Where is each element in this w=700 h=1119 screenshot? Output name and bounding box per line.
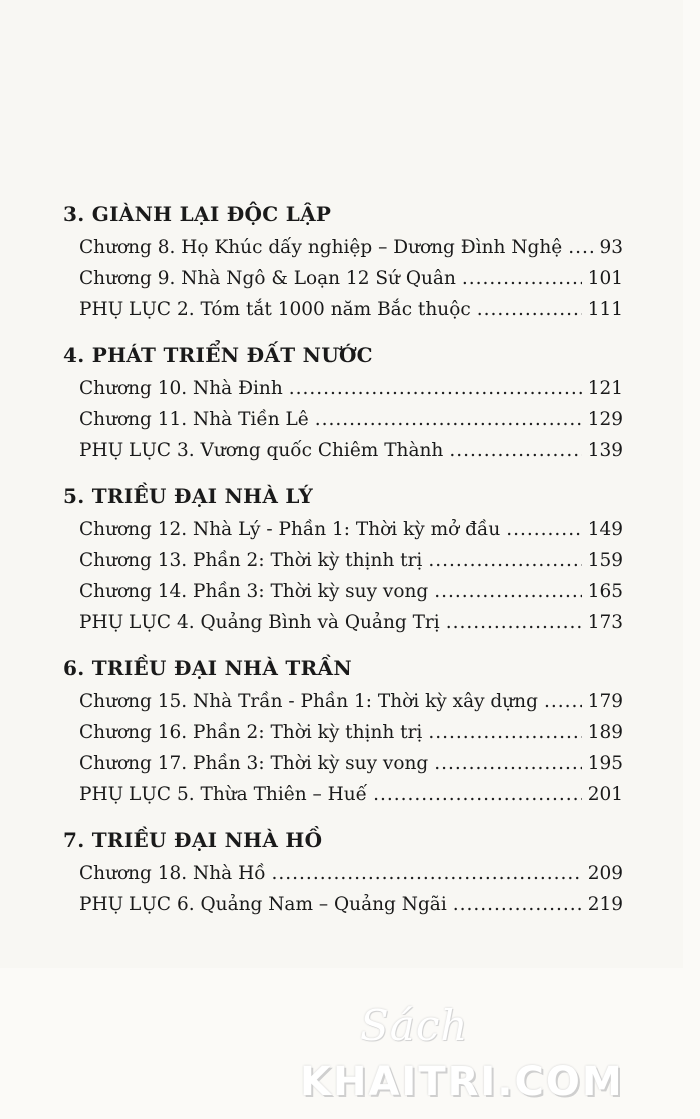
toc-entry [63, 404, 623, 435]
entry-page-number: 121 [587, 378, 623, 399]
entry-page-number: 139 [587, 440, 623, 461]
section-title: 4. PHÁT TRIỂN ĐẤT NƯỚC [63, 343, 373, 367]
toc-entry [63, 545, 623, 576]
entry-label: Chương 12. Nhà Lý - Phần 1: Thời kỳ mở đầu [79, 519, 501, 540]
entry-label: Chương 13. Phần 2: Thời kỳ thịnh trị [79, 550, 423, 571]
entry-page-number: 93 [599, 237, 623, 258]
toc-entry [63, 294, 623, 325]
toc-entry [63, 232, 623, 263]
section-title: 5. TRIỀU ĐẠI NHÀ LÝ [63, 484, 314, 508]
dot-leader [477, 294, 582, 325]
section-title: 6. TRIỀU ĐẠI NHÀ TRẦN [63, 656, 352, 680]
toc-section [63, 822, 623, 920]
entry-page-number: 209 [587, 863, 623, 884]
entry-page-number: 101 [587, 268, 623, 289]
dot-leader [434, 748, 581, 779]
entry-label: Chương 15. Nhà Trần - Phần 1: Thời kỳ xây dựng [79, 691, 538, 712]
toc-entry [63, 858, 623, 889]
entry-page-number: 111 [587, 299, 623, 320]
watermark-brand-text: KHAITRI.COM [300, 1059, 624, 1105]
section-title: 3. GIÀNH LẠI ĐỘC LẬP [63, 202, 332, 226]
toc-section [63, 478, 623, 638]
dot-leader [434, 576, 581, 607]
toc-entry [63, 373, 623, 404]
dot-leader [544, 686, 582, 717]
section-title: 7. TRIỀU ĐẠI NHÀ HỒ [63, 828, 323, 852]
dot-leader [428, 717, 581, 748]
dot-leader [453, 889, 582, 920]
toc-entry [63, 576, 623, 607]
toc-entry [63, 435, 623, 466]
entry-label: Chương 8. Họ Khúc dấy nghiệp – Dương Đình Nghệ [79, 237, 563, 258]
dot-leader [428, 545, 581, 576]
entry-page-number: 129 [587, 409, 623, 430]
dot-leader [446, 607, 582, 638]
toc-section [63, 196, 623, 325]
toc-entry [63, 779, 623, 810]
entry-page-number: 219 [587, 894, 623, 915]
entry-page-number: 173 [587, 612, 623, 633]
toc-entry [63, 263, 623, 294]
watermark-script-text: Sách [360, 1001, 469, 1050]
entry-page-number: 195 [587, 753, 623, 774]
entry-page-number: 179 [587, 691, 623, 712]
entry-label: Chương 11. Nhà Tiền Lê [79, 409, 309, 430]
dot-leader [449, 435, 581, 466]
table-of-contents [63, 196, 623, 932]
entry-page-number: 159 [587, 550, 623, 571]
entry-label: Chương 18. Nhà Hồ [79, 863, 266, 884]
entry-label: PHỤ LỤC 6. Quảng Nam – Quảng Ngãi [79, 894, 447, 915]
entry-label: Chương 16. Phần 2: Thời kỳ thịnh trị [79, 722, 423, 743]
toc-entry [63, 607, 623, 638]
dot-leader [462, 263, 582, 294]
dot-leader [289, 373, 582, 404]
dot-leader [272, 858, 582, 889]
entry-page-number: 149 [587, 519, 623, 540]
entry-label: PHỤ LỤC 2. Tóm tắt 1000 năm Bắc thuộc [79, 299, 471, 320]
entry-label: Chương 9. Nhà Ngô & Loạn 12 Sứ Quân [79, 268, 456, 289]
toc-section [63, 337, 623, 466]
entry-page-number: 189 [587, 722, 623, 743]
dot-leader [568, 232, 593, 263]
entry-label: PHỤ LỤC 5. Thừa Thiên – Huế [79, 784, 368, 805]
entry-page-number: 201 [587, 784, 623, 805]
entry-label: Chương 14. Phần 3: Thời kỳ suy vong [79, 581, 429, 602]
toc-entry [63, 748, 623, 779]
entry-label: PHỤ LỤC 4. Quảng Bình và Quảng Trị [79, 612, 440, 633]
toc-entry [63, 717, 623, 748]
watermark-logo [0, 985, 700, 1119]
toc-entry [63, 514, 623, 545]
toc-entry [63, 686, 623, 717]
entry-label: Chương 10. Nhà Đinh [79, 378, 283, 399]
toc-entry [63, 889, 623, 920]
dot-leader [506, 514, 581, 545]
entry-label: Chương 17. Phần 3: Thời kỳ suy vong [79, 753, 429, 774]
dot-leader [315, 404, 582, 435]
entry-page-number: 165 [587, 581, 623, 602]
toc-section [63, 650, 623, 810]
entry-label: PHỤ LỤC 3. Vương quốc Chiêm Thành [79, 440, 444, 461]
dot-leader [373, 779, 582, 810]
